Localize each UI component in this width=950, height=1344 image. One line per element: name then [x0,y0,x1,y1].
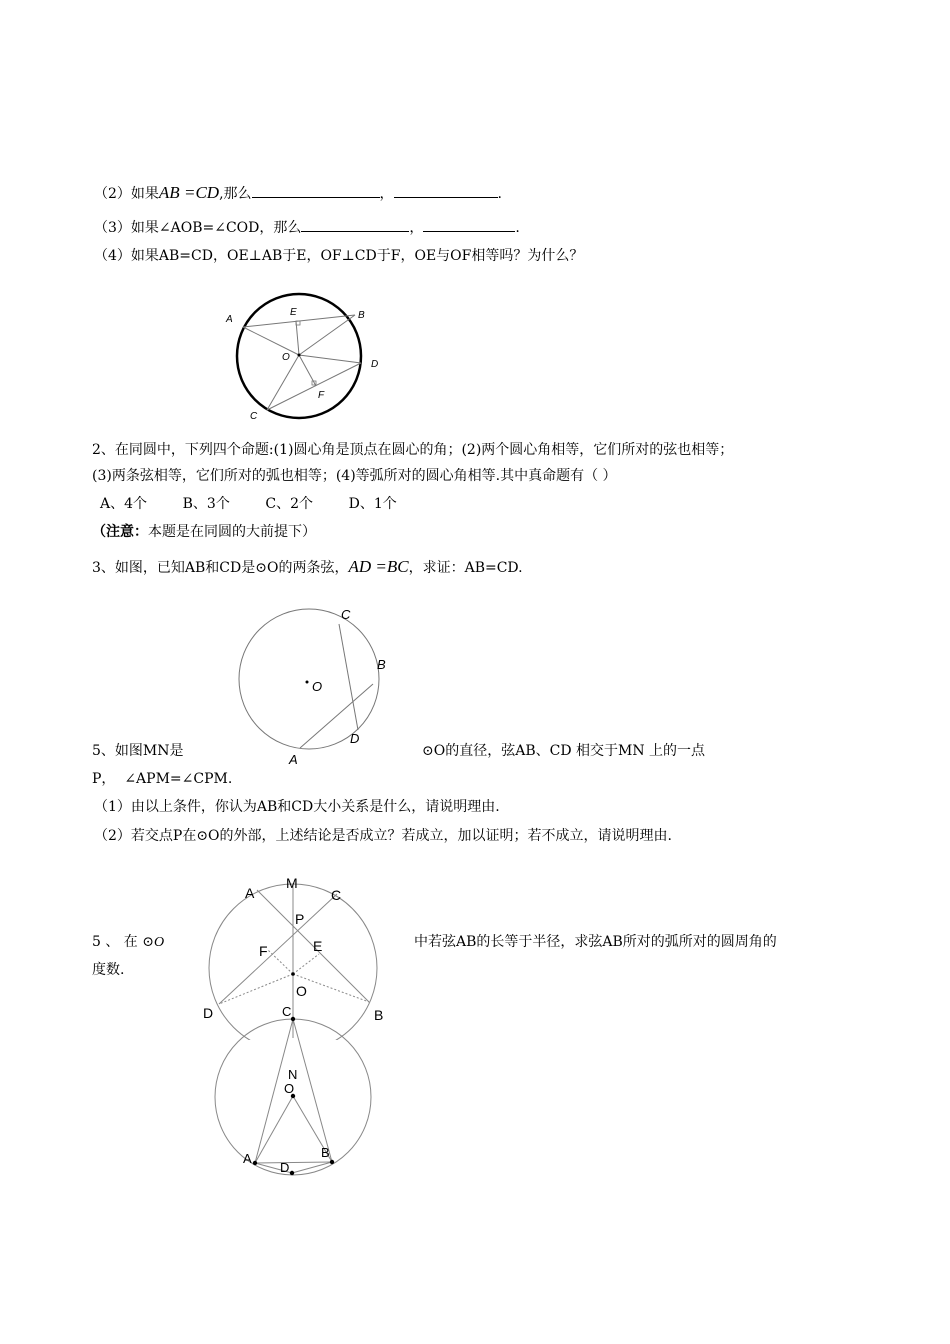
chord-cd [339,624,358,730]
q5b-line2: 度数. [92,962,125,978]
q5a-item1: （1）由以上条件，你认为AB和CD大小关系是什么，请说明理由. [94,799,500,815]
segment-cb [293,1019,332,1162]
label-o: O [284,1081,295,1096]
label-c: C [282,1004,292,1019]
answer-blank[interactable] [423,217,515,232]
q5a-line1-right: ⊙O的直径，弦AB、CD 相交于MN 上的一点 [422,743,706,759]
q2-line2: (3)两条弦相等，它们所对的弧也相等；(4)等弧所对的圆心角相等.其中真命题有（ ） [92,468,617,484]
label-o: O [312,679,323,694]
q1-item4: （4）如果AB=CD，OE⊥AB于E，OF⊥CD于F，OE与OF相等吗？为什么？ [94,248,584,264]
q1-item2: （2）如果AB =CD,那么 ， . [94,183,502,202]
label-o: O [296,983,307,999]
answer-blank[interactable] [394,183,498,198]
label-d: D [280,1160,290,1175]
label-e: E [313,938,323,954]
label-f: F [259,943,268,959]
label-a: A [243,1151,252,1166]
q5a-line1-left: 5、如图MN是 [92,743,184,759]
label-m: M [286,875,298,891]
label-d: D [350,731,360,746]
q3-statement: 3、如图，已知AB和CD是⊙O的两条弦，AD =BC，求证：AB=CD. [92,557,523,576]
label-p: P [295,911,305,927]
q5b-right: 中若弦AB的长等于半径，求弦AB所对的弧所对的圆周角的 [414,934,777,950]
label-b: B [321,1145,330,1160]
q1-item2-prefix: （2）如果 [94,186,159,202]
q2-options: A、4个 B、3个 C、2个 D、1个 [100,496,397,512]
q5a-item2: （2）若交点P在⊙O的外部，上述结论是否成立？若成立，加以证明；若不成立，请说明理由. [94,828,672,844]
label-c: C [341,607,351,622]
label-d: D [203,1005,214,1021]
figure-chords-circle [220,285,390,429]
label-f: F [318,390,325,401]
q1-item3: （3）如果∠AOB=∠COD，那么 ， . [94,217,520,238]
label-n: N [288,1067,298,1082]
answer-blank[interactable] [252,183,380,198]
segment-oe [296,321,299,355]
label-c: C [331,887,342,903]
arc-ab: AB =CD [158,183,220,202]
chord-ab [300,684,373,748]
label-b: B [374,1007,384,1023]
figure-equal-arcs [235,602,405,776]
chord-ab [255,1162,332,1163]
arc-ad-bc: AD =BC [348,557,409,576]
label-e: E [290,307,297,318]
label-a: A [245,885,255,901]
q5b-left: 5 、 在 ⊙O [92,934,165,950]
figure-inscribed-angle [208,1000,383,1184]
segment-oa [255,1096,293,1163]
answer-blank[interactable] [301,217,409,232]
label-d: D [371,359,379,370]
label-b: B [377,657,386,672]
label-a: A [226,314,233,325]
label-o: O [282,352,290,363]
label-b: B [358,310,365,321]
q2-note: （注意：本题是在同圆的大前提下） [92,524,316,540]
label-c: C [250,411,258,422]
label-a: A [289,752,298,767]
q1-item2-suffix: ,那么 [219,186,252,202]
q2-line1: 2、在同圆中，下列四个命题:(1)圆心角是顶点在圆心的角；(2)两个圆心角相等，它们所对的弦也相等； [92,442,734,458]
q5a-line2: P， ∠APM=∠CPM. [92,771,233,787]
